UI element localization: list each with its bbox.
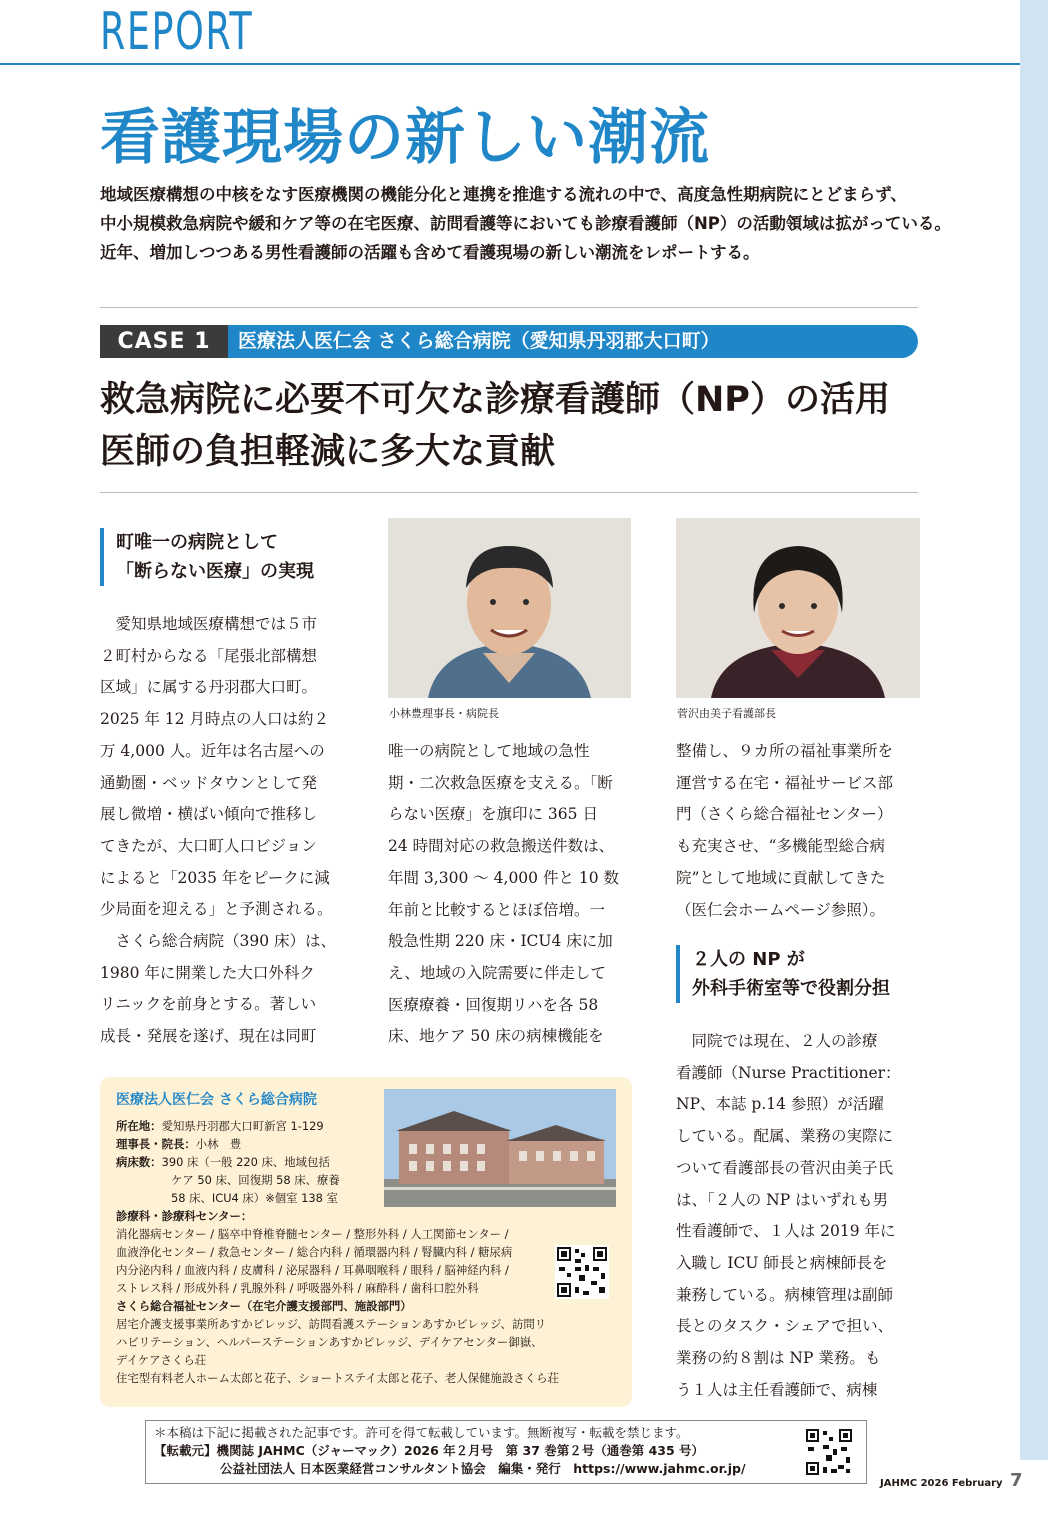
portrait-photo-nursing-director (676, 518, 920, 698)
text-line: 院”として地域に貢献してきた (676, 868, 886, 887)
welfare-line: デイケアさくら荘 (116, 1353, 207, 1367)
photo-caption: 菅沢由美子看護部長 (677, 707, 776, 720)
qr-code[interactable] (555, 1245, 609, 1299)
text-line: 1980 年に開業した大口外科ク (100, 963, 315, 982)
text-line: 少局面を迎える」と予測される。 (100, 900, 333, 919)
departments-label: 診療科・診療科センター： (116, 1209, 253, 1223)
publisher-line[interactable]: 公益社団法人 日本医業経営コンサルタント協会 編集・発行 https://www.jahmc.or.jp/ (220, 1461, 746, 1476)
text-line: 兼務している。病棟管理は副師 (676, 1285, 894, 1304)
reprint-notice (154, 1424, 746, 1478)
text-line: 運営する在宅・福祉サービス部 (676, 773, 894, 792)
page-side-band (1020, 0, 1048, 1460)
welfare-line: ハビリテーション、ヘルパーステーションあすかビレッジ、デイケアセンター御嶽、 (116, 1335, 543, 1349)
text-line: 唯一の病院として地域の急性 (388, 742, 590, 760)
text-line: 区域」に属する丹羽郡大口町。 (100, 678, 318, 697)
text-line: リニックを前身とする。著しい (100, 995, 317, 1014)
section-label: REPORT (100, 2, 254, 62)
welfare-line: 居宅介護支援事業所あすかビレッジ、訪問看護ステーションあすかビレッジ、訪問リ (116, 1317, 547, 1331)
text-line: （医仁会ホームページ参照）。 (676, 900, 885, 919)
portrait-director-image (388, 518, 631, 698)
qr-code-image (804, 1427, 854, 1477)
text-line: ２町村からなる「尾張北部構想 (100, 646, 318, 665)
departments-line: ストレス科 / 形成外科 / 乳腺外科 / 呼吸器外科 / 麻酔科 / 歯科口腔外科 (116, 1281, 479, 1295)
lead-line: 近年、増加しつつある男性看護師の活躍も含めて看護現場の新しい潮流をレポートする。 (100, 243, 760, 262)
text-line: ついて看護部長の菅沢由美子氏 (676, 1158, 894, 1177)
footer-qr-code[interactable] (804, 1427, 854, 1477)
director-value: 小林 豊 (195, 1137, 242, 1151)
header-rule (0, 63, 1020, 65)
info-row-director (116, 1135, 626, 1153)
text-line: 年前と比較するとほぼ倍増。一 (388, 900, 606, 919)
headline-line: 医師の負担軽減に多大な貢献 (100, 432, 556, 472)
section-heading-1 (100, 528, 356, 586)
lead-paragraph (100, 180, 951, 267)
beds-value: 390 床（一般 220 床、地域包括 (161, 1155, 330, 1169)
text-line: している。配属、業務の実際に (676, 1127, 894, 1146)
text-line: らない医療」を旗印に 365 日 (388, 805, 598, 824)
welfare-line: 住宅型有料老人ホーム太郎と花子、ショートステイ太郎と花子、老人保健施設さくら荘 (116, 1371, 559, 1385)
info-title: 医療法人医仁会 さくら総合病院 (116, 1092, 317, 1108)
headline-line: 救急病院に必要不可欠な診療看護師（NP）の活用 (100, 380, 890, 420)
hospital-info-box (100, 1077, 632, 1407)
text-line: 床、地ケア 50 床の病棟機能を (388, 1027, 604, 1046)
text-line: 業務の約８割は NP 業務。も (676, 1349, 881, 1368)
portrait-nursing-director-image (676, 518, 920, 698)
body-column-3 (676, 1026, 936, 1406)
page-title: 看護現場の新しい潮流 (100, 103, 710, 173)
text-line: う１人は主任看護師で、病棟 (676, 1380, 878, 1399)
address-value: 愛知県丹羽郡大口町新宮 1-129 (161, 1119, 324, 1133)
body-column-2 (388, 736, 648, 1053)
info-details (116, 1117, 626, 1387)
address-label: 所在地： (116, 1119, 162, 1133)
reprint-notice-box (145, 1420, 867, 1484)
director-label: 理事長・院長： (116, 1137, 196, 1151)
text-line: 看護師（Nurse Practitioner： (676, 1063, 901, 1082)
text-line: 2025 年 12 月時点の人口は約２ (100, 710, 329, 729)
text-line: 同院では現在、２人の診療 (676, 1032, 878, 1050)
departments-line: 血液浄化センター / 救急センター / 総合内科 / 循環器内科 / 腎臓内科 / 糖尿病 (116, 1245, 513, 1259)
departments-line: 消化器病センター / 脳卒中脊椎脊髄センター / 整形外科 / 人工関節センター / (116, 1227, 509, 1241)
text-line: 般急性期 220 床・ICU4 床に加 (388, 932, 613, 951)
magazine-issue: JAHMC 2026 February (880, 1478, 1003, 1489)
article-headline (100, 374, 930, 478)
section-heading-2 (676, 945, 932, 1003)
heading-line: ２人の NP が (692, 949, 805, 970)
heading-line: 外科手術室等で役割分担 (692, 978, 890, 999)
text-line: 成長・発展を遂げ、現在は同町 (100, 1027, 317, 1046)
text-line: も充実させ、“多機能型総合病 (676, 837, 885, 856)
divider (100, 492, 918, 493)
text-line: 年間 3,300 〜 4,000 件と 10 数 (388, 868, 620, 887)
page-number: 7 (1010, 1470, 1023, 1491)
text-line: NP、本誌 p.14 参照）が活躍 (676, 1095, 884, 1114)
text-line: 24 時間対応の救急搬送件数は、 (388, 837, 615, 856)
beds-label: 病床数： (116, 1155, 162, 1169)
text-line: 整備し、９カ所の福祉事業所を (676, 742, 894, 760)
source-line: 【転載元】機関誌 JAHMC（ジャーマック）2026 年２月号 第 37 巻第２号（通巻第 435 号） (154, 1443, 705, 1458)
departments-line: 内分泌内科 / 血液内科 / 皮膚科 / 泌尿器科 / 耳鼻咽喉科 / 眼科 / 脳神経内科 / (116, 1263, 509, 1277)
photo-caption: 小林豊理事長・病院長 (389, 707, 499, 720)
portrait-photo-director (388, 518, 631, 698)
text-line: 長とのタスク・シェアで担い、 (676, 1317, 894, 1336)
text-line: え、地域の入院需要に伴走して (388, 963, 606, 982)
case-hospital: 医療法人医仁会 さくら総合病院（愛知県丹羽郡大口町） (228, 325, 918, 358)
text-line: 万 4,000 人。近年は名古屋への (100, 741, 325, 760)
text-line: 門（さくら総合福祉センター） (676, 805, 893, 824)
beds-value: ケア 50 床、回復期 58 床、療養 (171, 1173, 340, 1187)
info-row-beds (116, 1153, 626, 1171)
heading-line: 町唯一の病院として (116, 532, 278, 553)
case-label: CASE 1 (100, 325, 228, 358)
text-line: は、「２人の NP はいずれも男 (676, 1190, 889, 1209)
qr-code-image (555, 1245, 609, 1299)
text-line: 性看護師で、１人は 2019 年に (676, 1222, 896, 1241)
text-line: 入職し ICU 師長と病棟師長を (676, 1253, 888, 1272)
body-column-3-top (676, 736, 936, 926)
heading-line: 「断らない医療」の実現 (116, 561, 314, 582)
lead-line: 中小規模救急病院や緩和ケア等の在宅医療、訪問看護等においても診療看護師（NP）の活動領域は拡がっている。 (100, 214, 951, 233)
body-column-1 (100, 609, 360, 1053)
divider (100, 307, 918, 308)
lead-line: 地域医療構想の中核をなす医療機関の機能分化と連携を推進する流れの中で、高度急性期病院にとどまらず、 (100, 185, 907, 204)
text-line: によると「2035 年をピークに減 (100, 868, 330, 887)
welfare-label: さくら総合福祉センター（在宅介護支援部門、施設部門） (116, 1299, 412, 1313)
text-line: さくら総合病院（390 床）は、 (100, 932, 337, 951)
case-bar (100, 325, 918, 358)
notice-line: ＊本稿は下記に掲載された記事です。許可を得て転載しています。無断複写・転載を禁じます。 (154, 1425, 689, 1440)
text-line: 愛知県地域医療構想では５市 (100, 615, 318, 633)
info-row-address (116, 1117, 626, 1135)
text-line: 通勤圏・ベッドタウンとして発 (100, 773, 318, 792)
beds-value: 58 床、ICU4 床）※個室 138 室 (171, 1191, 338, 1205)
text-line: 医療療養・回復期リハを各 58 (388, 995, 599, 1014)
text-line: 期・二次救急医療を支える。「断 (388, 773, 613, 792)
text-line: てきたが、大口町人口ビジョン (100, 836, 317, 855)
text-line: 展し微増・横ばい傾向で推移し (100, 805, 318, 824)
